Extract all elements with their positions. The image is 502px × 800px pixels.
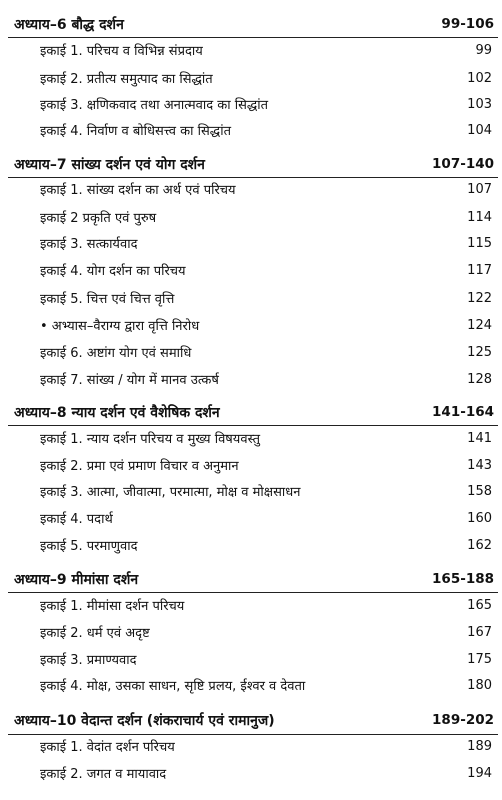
unit-entry-title: इकाई 1. सांख्य दर्शन का अर्थ एवं परिचय — [40, 183, 236, 198]
unit-entry-row — [0, 532, 502, 558]
unit-entry-row — [0, 37, 502, 63]
unit-entry-page-number: 194 — [467, 765, 492, 781]
unit-entry-page-number: 175 — [467, 651, 492, 667]
unit-entry-page-number: 124 — [467, 317, 492, 333]
unit-entry-title: इकाई 7. सांख्य / योग में मानव उत्कर्ष — [40, 373, 219, 388]
chapter-heading-row — [0, 151, 502, 177]
unit-entry-row — [0, 285, 502, 311]
unit-entry-row — [0, 733, 502, 759]
unit-entry-page-number: 180 — [467, 677, 492, 693]
unit-entry-page-number: 103 — [467, 96, 492, 112]
unit-entry-title: इकाई 1. वेदांत दर्शन परिचय — [40, 740, 175, 755]
unit-entry-title: इकाई 4. निर्वाण व बोधिसत्त्व का सिद्धांत — [40, 124, 231, 139]
unit-entry-row — [0, 646, 502, 672]
unit-entry-row — [0, 760, 502, 786]
unit-entry-row — [0, 230, 502, 256]
unit-entry-row — [0, 91, 502, 117]
unit-entry-page-number: 104 — [467, 122, 492, 138]
chapter-heading-row — [0, 11, 502, 37]
chapter-heading-title: अध्याय–9 मीमांसा दर्शन — [14, 571, 139, 588]
unit-entry-page-number: 189 — [467, 738, 492, 754]
unit-entry-title: इकाई 2. प्रमा एवं प्रमाण विचार व अनुमान — [40, 459, 239, 474]
unit-entry-row — [0, 204, 502, 230]
unit-entry-row — [0, 339, 502, 365]
unit-entry-title: इकाई 3. सत्कार्यवाद — [40, 237, 138, 252]
unit-entry-page-number: 160 — [467, 510, 492, 526]
unit-entry-title: इकाई 3. प्रमाण्यवाद — [40, 653, 137, 668]
unit-entry-page-number: 128 — [467, 371, 492, 387]
unit-entry-page-number: 141 — [467, 430, 492, 446]
unit-entry-title: इकाई 5. चित्त एवं चित्त वृत्ति — [40, 292, 175, 307]
chapter-heading-page-number: 107-140 — [432, 156, 494, 172]
unit-entry-title: इकाई 2. प्रतीत्य समुत्पाद का सिद्धांत — [40, 72, 213, 87]
unit-entry-page-number: 143 — [467, 457, 492, 473]
chapter-heading-row — [0, 399, 502, 425]
unit-entry-row — [0, 366, 502, 392]
unit-entry-page-number: 125 — [467, 344, 492, 360]
unit-entry-title: इकाई 4. योग दर्शन का परिचय — [40, 264, 186, 279]
unit-entry-title: इकाई 2 प्रकृति एवं पुरुष — [40, 211, 157, 226]
unit-entry-title: • अभ्यास–वैराग्य द्वारा वृत्ति निरोध — [40, 319, 200, 334]
unit-entry-row — [0, 452, 502, 478]
chapter-heading-title: अध्याय–8 न्याय दर्शन एवं वैशेषिक दर्शन — [14, 404, 220, 421]
unit-entry-row — [0, 672, 502, 698]
unit-entry-page-number: 107 — [467, 181, 492, 197]
unit-entry-title: इकाई 2. जगत व मायावाद — [40, 767, 167, 782]
chapter-heading-page-number: 99-106 — [441, 16, 494, 32]
unit-entry-title: इकाई 1. न्याय दर्शन परिचय व मुख्य विषयवस्तु — [40, 432, 261, 447]
unit-entry-row — [0, 478, 502, 504]
unit-entry-title: इकाई 3. आत्मा, जीवात्मा, परमात्मा, मोक्ष व मोक्षसाधन — [40, 485, 301, 500]
unit-entry-row — [0, 425, 502, 451]
unit-entry-page-number: 115 — [467, 235, 492, 251]
unit-entry-title: इकाई 1. परिचय व विभिन्न संप्रदाय — [40, 44, 203, 59]
unit-entry-row — [0, 176, 502, 202]
unit-entry-page-number: 158 — [467, 483, 492, 499]
unit-entry-title: इकाई 4. मोक्ष, उसका साधन, सृष्टि प्रलय, ईश्वर व देवता — [40, 679, 306, 694]
unit-entry-row — [0, 257, 502, 283]
unit-entry-page-number: 117 — [467, 262, 492, 278]
unit-entry-row — [0, 65, 502, 91]
unit-entry-title: इकाई 3. क्षणिकवाद तथा अनात्मवाद का सिद्धांत — [40, 98, 269, 113]
unit-entry-title: इकाई 5. परमाणुवाद — [40, 539, 138, 554]
unit-entry-page-number: 99 — [475, 42, 492, 58]
unit-entry-row — [0, 312, 502, 338]
chapter-heading-title: अध्याय–10 वेदान्त दर्शन (शंकराचार्य एवं रामानुज) — [14, 712, 275, 729]
chapter-heading-page-number: 165-188 — [432, 571, 494, 587]
unit-entry-page-number: 162 — [467, 537, 492, 553]
unit-entry-row — [0, 505, 502, 531]
chapter-heading-page-number: 189-202 — [432, 712, 494, 728]
chapter-heading-title: अध्याय–6 बौद्ध दर्शन — [14, 16, 124, 33]
unit-entry-page-number: 167 — [467, 624, 492, 640]
unit-entry-title: इकाई 1. मीमांसा दर्शन परिचय — [40, 599, 185, 614]
unit-entry-title: इकाई 4. पदार्थ — [40, 512, 113, 527]
unit-entry-title: इकाई 6. अष्टांग योग एवं समाधि — [40, 346, 192, 361]
unit-entry-page-number: 122 — [467, 290, 492, 306]
chapter-heading-page-number: 141-164 — [432, 404, 494, 420]
unit-entry-row — [0, 592, 502, 618]
unit-entry-page-number: 114 — [467, 209, 492, 225]
unit-entry-row — [0, 117, 502, 143]
unit-entry-row — [0, 619, 502, 645]
chapter-heading-row — [0, 566, 502, 592]
unit-entry-page-number: 165 — [467, 597, 492, 613]
unit-entry-page-number: 102 — [467, 70, 492, 86]
chapter-heading-title: अध्याय–7 सांख्य दर्शन एवं योग दर्शन — [14, 156, 205, 173]
chapter-heading-row — [0, 707, 502, 733]
unit-entry-title: इकाई 2. धर्म एवं अदृष्ट — [40, 626, 150, 641]
